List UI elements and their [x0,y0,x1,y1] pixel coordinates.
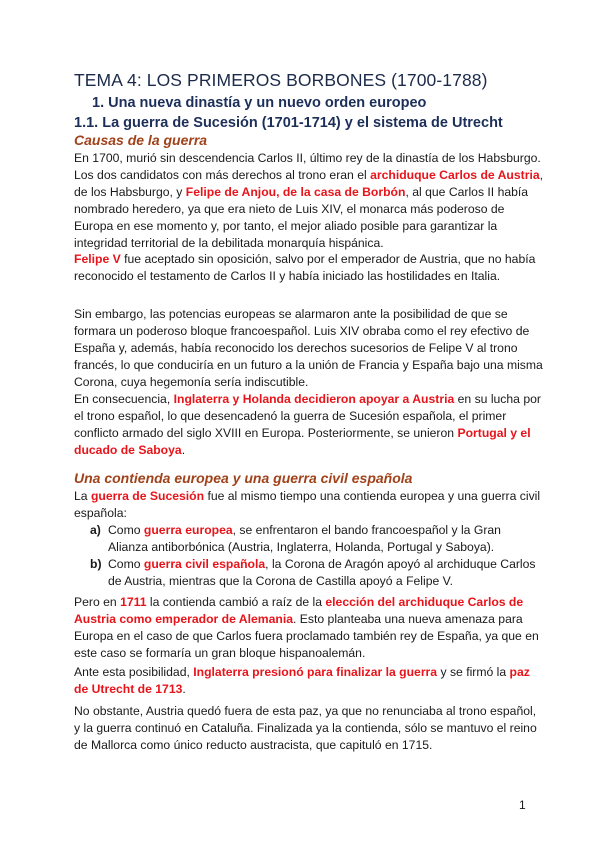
highlight-felipe-v: Felipe V [74,252,121,266]
highlight-european-war: guerra europea [143,523,233,537]
document-title: TEMA 4: LOS PRIMEROS BORBONES (1700-1788) [74,70,488,90]
highlight-utrecht: paz de Utrecht de 1713 [74,665,530,696]
paragraph-2: Felipe V fue aceptado sin oposición, salvo por el emperador de Austria, que no había reconocido el testamento de Carlos II y había iniciado las hostilidades en Italia. [74,252,536,283]
section-heading: 1. Una nueva dinastía y un nuevo orden europeo [92,95,427,111]
paragraph-8: No obstante, Austria quedó fuera de esta paz, ya que no renunciaba al trono español, y la guerra continuó en Cataluña. Finalizada ya la contienda, sólo se mantuvo el reino de Mallorca como único reducto austracista, que capituló en 1715. [74,704,537,752]
highlight-1711: 1711 [120,595,147,609]
paragraph-5: La guerra de Sucesión fue al mismo tiempo una contienda europea y una guerra civil española: [74,489,541,520]
paragraph-3: Sin embargo, las potencias europeas se alarmaron ante la posibilidad de que se formara un poderoso bloque francoespañol. Luis XIV obraba como el rey efectivo de España y, además, había reconocido los derechos sucesorios de Felipe V al trono francés, lo que conduciría en un futuro a la unión de Francia y España bajo una misma Corona, cuya hegemonía sería indiscutible. [74,307,543,389]
highlight-succession-war: guerra de Sucesión [90,489,205,503]
highlight-england-pressure: Inglaterra presionó para finalizar la guerra [193,665,438,679]
paragraph-7: Ante esta posibilidad, Inglaterra presionó para finalizar la guerra y se firmó la paz de Utrecht de 1713. [74,665,530,696]
causes-heading: Causas de la guerra [74,132,208,148]
highlight-archduke: archiduque Carlos de Austria [370,168,540,182]
highlight-england-holland: Inglaterra y Holanda decidieron apoyar a Austria [173,392,455,406]
highlight-archduke-emperor: elección del archiduque Carlos de Austria como emperador de Alemania [74,595,524,626]
paragraph-1: En 1700, murió sin descendencia Carlos II, último rey de la dinastía de los Habsburgo. Los dos candidatos con más derechos al trono eran el archiduque Carlos de Austria, de los Habsburgo, y Felipe de Anjou, de la casa de Borbón, al que Carlos II había nombrado heredero, ya que era nieto de Luis XIV, el monarca más poderoso de Europa en ese momento y, por tanto, el mejor aliado posible para garantizar la integridad territorial de la debilitada monarquía hispánica. [74,151,544,250]
highlight-portugal-savoy: Portugal y el ducado de Saboya [74,426,531,457]
page-number: 1 [519,798,526,812]
subsection-heading: 1.1. La guerra de Sucesión (1701-1714) y el sistema de Utrecht [74,115,503,131]
paragraph-4: En consecuencia, Inglaterra y Holanda decidieron apoyar a Austria en su lucha por el trono español, lo que desencadenó la guerra de Sucesión española, el primer conflicto armado del siglo XVIII en Europa. Posteriormente, se unieron Portugal y el ducado de Saboya. [74,392,541,457]
contest-heading: Una contienda europea y una guerra civil española [74,470,413,486]
list-item: b) Como guerra civil española, la Corona de Aragón apoyó al archiduque Carlos de Austria, mientras que la Corona de Castilla apoyó a Felipe V. [90,557,536,588]
highlight-civil-war: guerra civil española [143,557,266,571]
list-item: a) Como guerra europea, se enfrentaron el bando francoespañol y la Gran Alianza antiborbónica (Austria, Inglaterra, Holanda, Portugal y Saboya). [90,523,501,554]
highlight-felipe-anjou: Felipe de Anjou, de la casa de Borbón [185,185,406,199]
list-label: b) [90,557,102,571]
list-label: a) [90,523,101,537]
paragraph-6: Pero en 1711 la contienda cambió a raíz de la elección del archiduque Carlos de Austria como emperador de Alemania. Esto planteaba una nueva amenaza para Europa en el caso de que Carlos fuera proclamado también rey de España, ya que en este caso se formaría un gran bloque hispanoalemán. [74,595,539,660]
